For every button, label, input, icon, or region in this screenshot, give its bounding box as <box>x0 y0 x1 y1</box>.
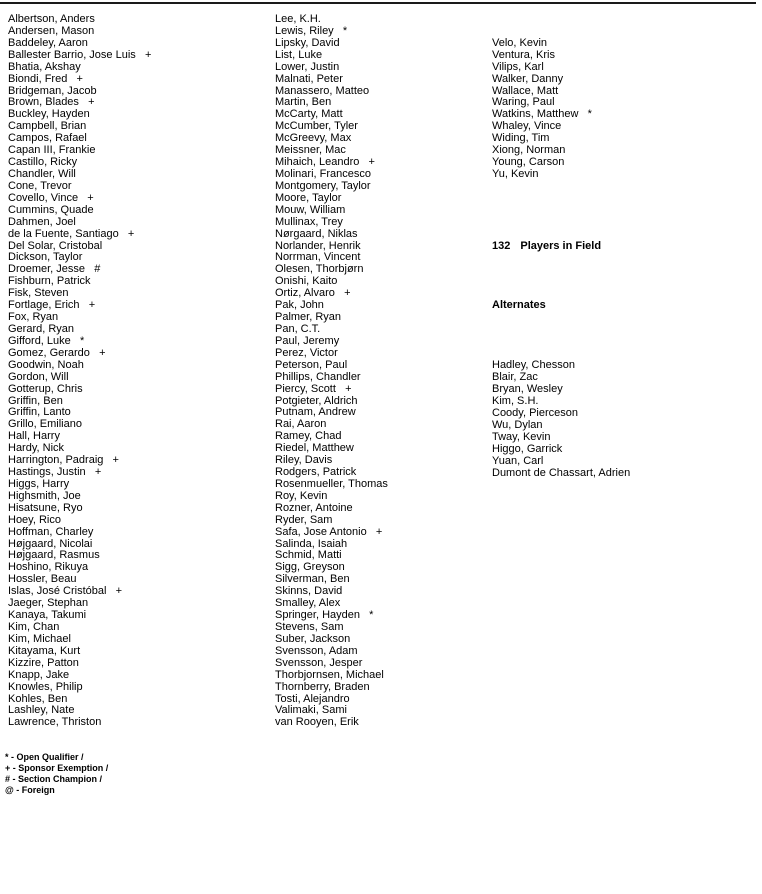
player-name: Del Solar, Cristobal <box>8 239 103 252</box>
field-column-1 <box>8 14 151 729</box>
player-name: Knowles, Philip <box>8 680 83 693</box>
player-name: Schmid, Matti <box>275 549 342 562</box>
player-name: Chandler, Will <box>8 167 76 180</box>
players-in-field-label: Players in Field <box>520 239 602 252</box>
player-name: Tosti, Alejandro <box>275 692 350 705</box>
player-name: Gomez, Gerardo + <box>8 346 106 359</box>
player-name: Peterson, Paul <box>275 358 348 371</box>
player-name: Lee, K.H. <box>275 13 321 25</box>
player-name: Higgs, Harry <box>8 477 70 490</box>
player-name: Biondi, Fred + <box>8 72 83 85</box>
player-name: Salinda, Isaiah <box>275 537 348 550</box>
player-name: Mihaich, Leandro + <box>275 156 375 169</box>
player-name: Stevens, Sam <box>275 621 344 634</box>
alternate-player-name: Wu, Dylan <box>492 418 543 431</box>
player-name: Onishi, Kaito <box>275 275 338 288</box>
player-name: Fox, Ryan <box>8 311 59 324</box>
player-name: Highsmith, Joe <box>8 489 81 502</box>
player-name: Hisatsune, Ryo <box>8 501 83 514</box>
player-name: Riley, Davis <box>275 454 333 467</box>
player-name: Thorbjornsen, Michael <box>275 668 384 681</box>
player-name: Kim, Chan <box>8 621 60 634</box>
player-name: Ballester Barrio, Jose Luis + <box>8 48 152 61</box>
alternates-list <box>492 360 630 479</box>
field-column-2 <box>275 14 388 729</box>
player-name: Hossler, Beau <box>8 573 77 586</box>
player-name: Watkins, Matthew * <box>492 108 592 121</box>
player-name: Palmer, Ryan <box>275 311 342 324</box>
player-name: Mouw, William <box>275 203 346 216</box>
player-name: Lashley, Nate <box>8 704 75 717</box>
player-name: Phillips, Chandler <box>275 370 361 383</box>
players-count: 132 <box>492 239 511 252</box>
legend-line: + - Sponsor Exemption / <box>5 762 109 773</box>
player-name: Kanaya, Takumi <box>8 609 87 622</box>
player-name: Højgaard, Nicolai <box>8 537 93 550</box>
player-name: Albertson, Anders <box>8 13 95 25</box>
player-name: Kohles, Ben <box>8 692 68 705</box>
player-name: Brown, Blades + <box>8 96 95 109</box>
legend-line: @ - Foreign <box>5 784 55 795</box>
player-name: Dahmen, Joel <box>8 215 76 228</box>
player-name: Hoshino, Rikuya <box>8 561 89 574</box>
alternate-player-name: Tway, Kevin <box>492 430 551 443</box>
alternate-player-name: Yuan, Carl <box>492 454 544 467</box>
player-name: Griffin, Lanto <box>8 406 71 419</box>
player-name: McCarty, Matt <box>275 108 343 121</box>
player-name: Moore, Taylor <box>275 191 342 204</box>
player-name: Wallace, Matt <box>492 84 559 97</box>
player-name: Højgaard, Rasmus <box>8 549 100 562</box>
player-name: Hoey, Rico <box>8 513 61 526</box>
alternate-player-name: Higgo, Garrick <box>492 442 563 455</box>
player-name: Bridgeman, Jacob <box>8 84 97 97</box>
player-name: Meissner, Mac <box>275 144 346 157</box>
player-name: Springer, Hayden * <box>275 609 374 622</box>
player-name: Perez, Victor <box>275 346 338 359</box>
player-name: Norrman, Vincent <box>275 251 361 264</box>
player-name: Piercy, Scott + <box>275 382 352 395</box>
player-name: Thornberry, Braden <box>275 680 370 693</box>
player-name: Velo, Kevin <box>492 36 548 49</box>
player-name: Svensson, Adam <box>275 644 358 657</box>
alternate-player-name: Hadley, Chesson <box>492 359 575 372</box>
player-name: Norlander, Henrik <box>275 239 361 252</box>
player-name: Silverman, Ben <box>275 573 350 586</box>
player-name: Jaeger, Stephan <box>8 597 89 610</box>
player-name: Fortlage, Erich + <box>8 299 96 312</box>
player-name: Campos, Rafael <box>8 132 87 145</box>
player-name: Smalley, Alex <box>275 597 341 610</box>
player-name: Waring, Paul <box>492 96 555 109</box>
player-name: Hastings, Justin + <box>8 466 102 479</box>
player-name: Rodgers, Patrick <box>275 466 357 479</box>
player-name: Buckley, Hayden <box>8 108 90 121</box>
player-name: Nørgaard, Niklas <box>275 227 358 240</box>
player-name: Malnati, Peter <box>275 72 343 85</box>
player-name: Kizzire, Patton <box>8 656 79 669</box>
player-name: van Rooyen, Erik <box>275 716 359 729</box>
player-name: Kitayama, Kurt <box>8 644 81 657</box>
player-name: Kim, Michael <box>8 632 71 645</box>
player-name: Lawrence, Thriston <box>8 716 102 729</box>
alternate-player-name: Kim, S.H. <box>492 394 539 407</box>
player-name: Fisk, Steven <box>8 287 69 300</box>
field-column-3-names <box>492 38 630 181</box>
player-name: Skinns, David <box>275 585 343 598</box>
player-name: Molinari, Francesco <box>275 167 371 180</box>
player-name: Baddeley, Aaron <box>8 36 88 49</box>
player-name: Rai, Aaron <box>275 418 327 431</box>
player-name: Lipsky, David <box>275 36 340 49</box>
player-name: Rozner, Antoine <box>275 501 353 514</box>
player-name: Roy, Kevin <box>275 489 328 502</box>
player-name: Mullinax, Trey <box>275 215 343 228</box>
player-name: Capan III, Frankie <box>8 144 96 157</box>
alternate-player-name: Blair, Zac <box>492 371 538 384</box>
player-name: Ventura, Kris <box>492 48 555 61</box>
player-name: Hoffman, Charley <box>8 525 94 538</box>
player-name: Hardy, Nick <box>8 442 65 455</box>
player-name: Hall, Harry <box>8 430 60 443</box>
player-name: Suber, Jackson <box>275 632 351 645</box>
player-name: Putnam, Andrew <box>275 406 356 419</box>
player-name: Martin, Ben <box>275 96 332 109</box>
player-name: Potgieter, Aldrich <box>275 394 358 407</box>
player-name: Gordon, Will <box>8 370 69 383</box>
field-column-3 <box>492 14 630 503</box>
player-name: Dickson, Taylor <box>8 251 83 264</box>
player-name: Sigg, Greyson <box>275 561 345 574</box>
player-name: Ortiz, Alvaro + <box>275 287 351 300</box>
player-name: Manassero, Matteo <box>275 84 370 97</box>
player-name: Widing, Tim <box>492 132 550 145</box>
player-name: Rosenmueller, Thomas <box>275 477 388 490</box>
player-name: Pak, John <box>275 299 324 312</box>
player-name: Walker, Danny <box>492 72 564 85</box>
player-name: Svensson, Jesper <box>275 656 363 669</box>
player-name: Cone, Trevor <box>8 179 72 192</box>
player-name: McCumber, Tyler <box>275 120 358 133</box>
player-name: Pan, C.T. <box>275 322 321 335</box>
player-name: Valimaki, Sami <box>275 704 347 717</box>
player-name: McGreevy, Max <box>275 132 352 145</box>
player-name: Gerard, Ryan <box>8 322 75 335</box>
symbol-legend <box>5 752 108 796</box>
player-name: Gotterup, Chris <box>8 382 83 395</box>
alternate-player-name: Coody, Pierceson <box>492 406 579 419</box>
alternate-player-name: Bryan, Wesley <box>492 383 563 396</box>
player-name: Lewis, Riley * <box>275 24 348 37</box>
top-rule <box>0 2 756 4</box>
player-name: Gifford, Luke * <box>8 334 85 347</box>
player-name: Andersen, Mason <box>8 24 95 37</box>
player-name: Riedel, Matthew <box>275 442 354 455</box>
legend-line: # - Section Champion / <box>5 773 103 784</box>
player-name: Ramey, Chad <box>275 430 342 443</box>
player-name: Campbell, Brian <box>8 120 87 133</box>
player-name: Ryder, Sam <box>275 513 333 526</box>
player-name: Whaley, Vince <box>492 120 562 133</box>
player-name: Griffin, Ben <box>8 394 63 407</box>
player-name: Goodwin, Noah <box>8 358 84 371</box>
player-name: Vilips, Karl <box>492 60 544 73</box>
player-name: Paul, Jeremy <box>275 334 340 347</box>
player-name: Lower, Justin <box>275 60 340 73</box>
player-name: Harrington, Padraig + <box>8 454 119 467</box>
player-name: Montgomery, Taylor <box>275 179 371 192</box>
player-name: de la Fuente, Santiago + <box>8 227 135 240</box>
legend-line: * - Open Qualifier / <box>5 752 84 762</box>
player-name: Knapp, Jake <box>8 668 70 681</box>
player-name: Safa, Jose Antonio + <box>275 525 383 538</box>
player-name: Covello, Vince + <box>8 191 94 204</box>
player-name: Droemer, Jesse # <box>8 263 101 276</box>
player-name: Islas, José Cristóbal + <box>8 585 123 598</box>
players-in-field-summary <box>492 241 630 253</box>
player-name: Cummins, Quade <box>8 203 94 216</box>
player-name: Castillo, Ricky <box>8 156 78 169</box>
player-name: Grillo, Emiliano <box>8 418 82 431</box>
player-name: Young, Carson <box>492 156 565 169</box>
player-name: List, Luke <box>275 48 323 61</box>
alternate-player-name: Dumont de Chassart, Adrien <box>492 466 631 479</box>
player-name: Bhatia, Akshay <box>8 60 81 73</box>
alternates-heading: Alternates <box>492 299 546 312</box>
player-name: Fishburn, Patrick <box>8 275 91 288</box>
player-name: Yu, Kevin <box>492 168 539 181</box>
player-name: Olesen, Thorbjørn <box>275 263 364 276</box>
player-name: Xiong, Norman <box>492 144 566 157</box>
